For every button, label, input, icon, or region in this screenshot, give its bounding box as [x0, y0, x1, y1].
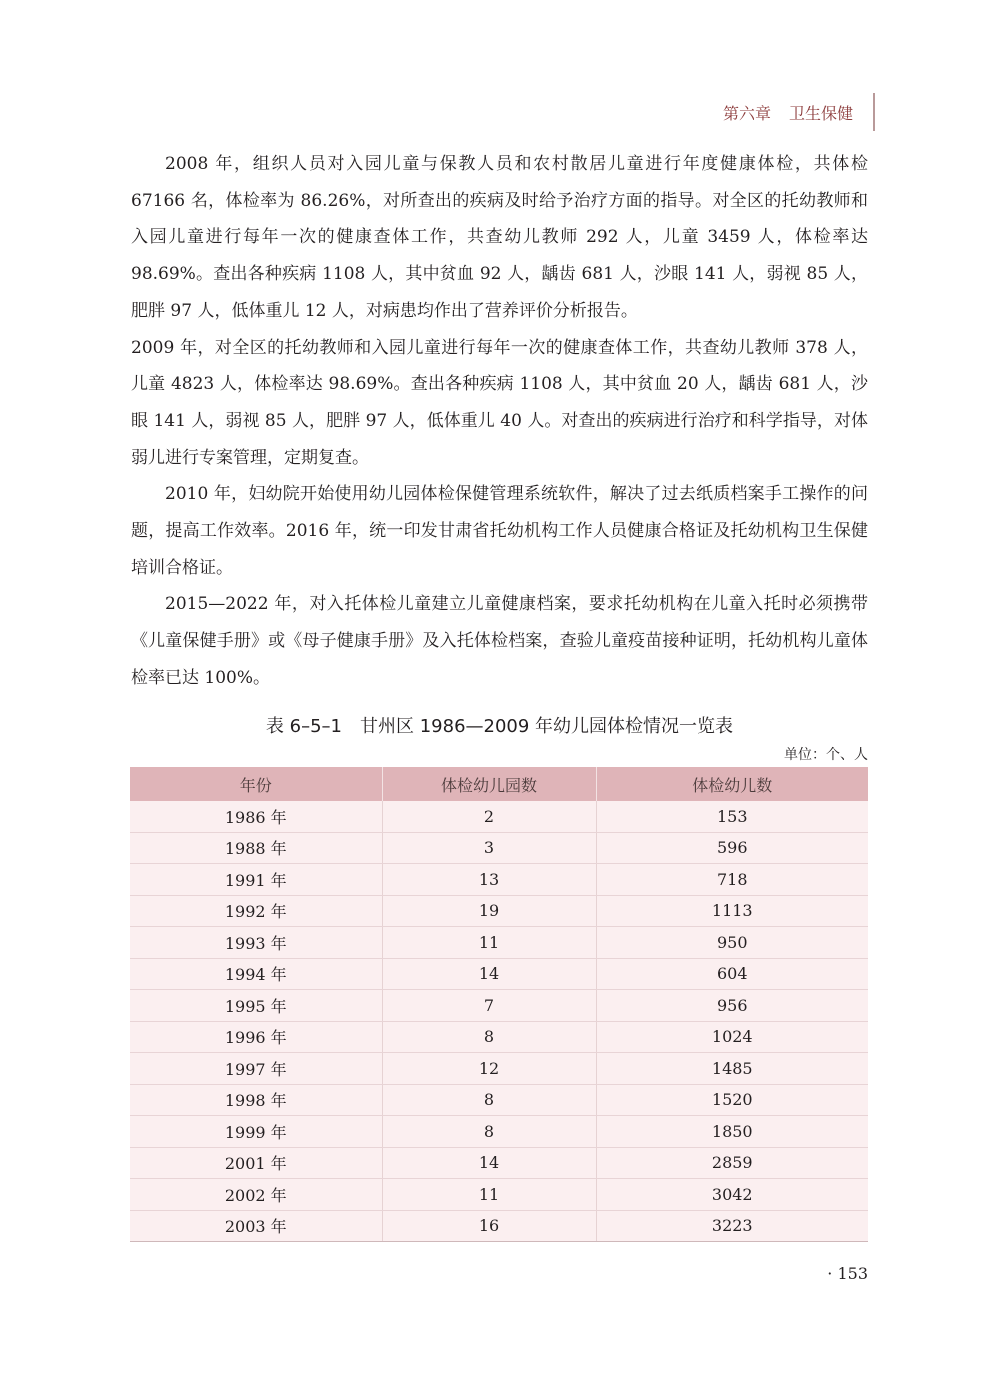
- paragraph-2008: 2008 年，组织人员对入园儿童与保教人员和农村散居儿童进行年度健康体检，共体检 67166 名，体检率为 86.26%，对所查出的疾病及时给予治疗方面的指导。对全区的托幼教师和入园儿童进行每年一次的健康查体工作，共查幼儿教师 292 人，儿童 3459 人，体检率达 98.69%。查出各种疾病 1108 人，其中贫血 92 人，龋齿 681 人，沙眼 141 人，弱视 85 人，肥胖 97 人，低体重儿 12 人，对病患均作出了营养评价分析报告。: [131, 154, 868, 321]
- cell-children: 153: [596, 801, 868, 832]
- cell-children: 956: [596, 990, 868, 1022]
- page-number: · 153: [827, 1264, 868, 1283]
- cell-kindergartens: 11: [382, 1179, 596, 1211]
- table-row: [130, 1179, 868, 1211]
- body-text: [131, 146, 868, 697]
- cell-children: 950: [596, 927, 868, 959]
- header-year: 年份: [130, 767, 382, 801]
- cell-kindergartens: 8: [382, 1021, 596, 1053]
- table-caption: 表 6–5–1 甘州区 1986—2009 年幼儿园体检情况一览表: [265, 716, 734, 737]
- cell-children: 1113: [596, 895, 868, 927]
- cell-year: 1996 年: [130, 1021, 382, 1053]
- chapter-label: 第六章: [722, 103, 771, 123]
- cell-children: 3042: [596, 1179, 868, 1211]
- table-row: [130, 927, 868, 959]
- paragraph-2015: 2015—2022 年，对入托体检儿童建立儿童健康档案，要求托幼机构在儿童入托时必须携带《儿童保健手册》或《母子健康手册》及入托体检档案，查验儿童疫苗接种证明，托幼机构儿童体检率已达 100%。: [131, 594, 868, 688]
- table-header-row: [130, 767, 868, 801]
- cell-children: 1850: [596, 1116, 868, 1148]
- paragraph-2010: 2010 年，妇幼院开始使用幼儿园体检保健管理系统软件，解决了过去纸质档案手工操作的问题，提高工作效率。2016 年，统一印发甘肃省托幼机构工作人员健康合格证及托幼机构卫生保健培训合格证。: [131, 484, 868, 578]
- paragraph-2009: 2009 年，对全区的托幼教师和入园儿童进行每年一次的健康查体工作，共查幼儿教师 378 人，儿童 4823 人，体检率达 98.69%。查出各种疾病 1108 人，其中贫血 20 人，龋齿 681 人，沙眼 141 人，弱视 85 人，肥胖 97 人，低体重儿 40 人。对查出的疾病进行治疗和科学指导，对体弱儿进行专案管理，定期复查。: [131, 337, 868, 468]
- table-row: [130, 801, 868, 832]
- cell-year: 2002 年: [130, 1179, 382, 1211]
- cell-year: 1986 年: [130, 801, 382, 832]
- table-row: [130, 1147, 868, 1179]
- cell-kindergartens: 19: [382, 895, 596, 927]
- cell-kindergartens: 14: [382, 1147, 596, 1179]
- table-row: [130, 864, 868, 896]
- section-label: 卫生保健: [788, 103, 853, 123]
- cell-kindergartens: 7: [382, 990, 596, 1022]
- cell-children: 1024: [596, 1021, 868, 1053]
- cell-year: 1995 年: [130, 990, 382, 1022]
- header-kindergartens: 体检幼儿园数: [382, 767, 596, 801]
- table-row: [130, 990, 868, 1022]
- cell-kindergartens: 13: [382, 864, 596, 896]
- table-row: [130, 1116, 868, 1148]
- cell-children: 1520: [596, 1084, 868, 1116]
- running-header: [723, 95, 863, 129]
- cell-children: 2859: [596, 1147, 868, 1179]
- cell-year: 1998 年: [130, 1084, 382, 1116]
- cell-year: 1999 年: [130, 1116, 382, 1148]
- cell-kindergartens: 2: [382, 801, 596, 832]
- cell-year: 2003 年: [130, 1210, 382, 1242]
- cell-kindergartens: 11: [382, 927, 596, 959]
- cell-children: 604: [596, 958, 868, 990]
- cell-kindergartens: 3: [382, 832, 596, 864]
- cell-children: 1485: [596, 1053, 868, 1085]
- cell-year: 1991 年: [130, 864, 382, 896]
- cell-year: 1988 年: [130, 832, 382, 864]
- cell-year: 1993 年: [130, 927, 382, 959]
- header-rule: [873, 93, 875, 131]
- cell-year: 2001 年: [130, 1147, 382, 1179]
- table-row: [130, 1053, 868, 1085]
- cell-kindergartens: 8: [382, 1084, 596, 1116]
- checkup-table: [130, 767, 868, 1242]
- cell-kindergartens: 8: [382, 1116, 596, 1148]
- table-row: [130, 1021, 868, 1053]
- cell-children: 718: [596, 864, 868, 896]
- cell-children: 596: [596, 832, 868, 864]
- cell-kindergartens: 14: [382, 958, 596, 990]
- cell-year: 1994 年: [130, 958, 382, 990]
- table-row: [130, 1210, 868, 1242]
- table-row: [130, 1084, 868, 1116]
- table-row: [130, 832, 868, 864]
- cell-year: 1997 年: [130, 1053, 382, 1085]
- cell-kindergartens: 16: [382, 1210, 596, 1242]
- cell-year: 1992 年: [130, 895, 382, 927]
- cell-kindergartens: 12: [382, 1053, 596, 1085]
- header-children: 体检幼儿数: [596, 767, 868, 801]
- table-unit: 单位：个、人: [784, 747, 868, 763]
- table-row: [130, 958, 868, 990]
- table-row: [130, 895, 868, 927]
- cell-children: 3223: [596, 1210, 868, 1242]
